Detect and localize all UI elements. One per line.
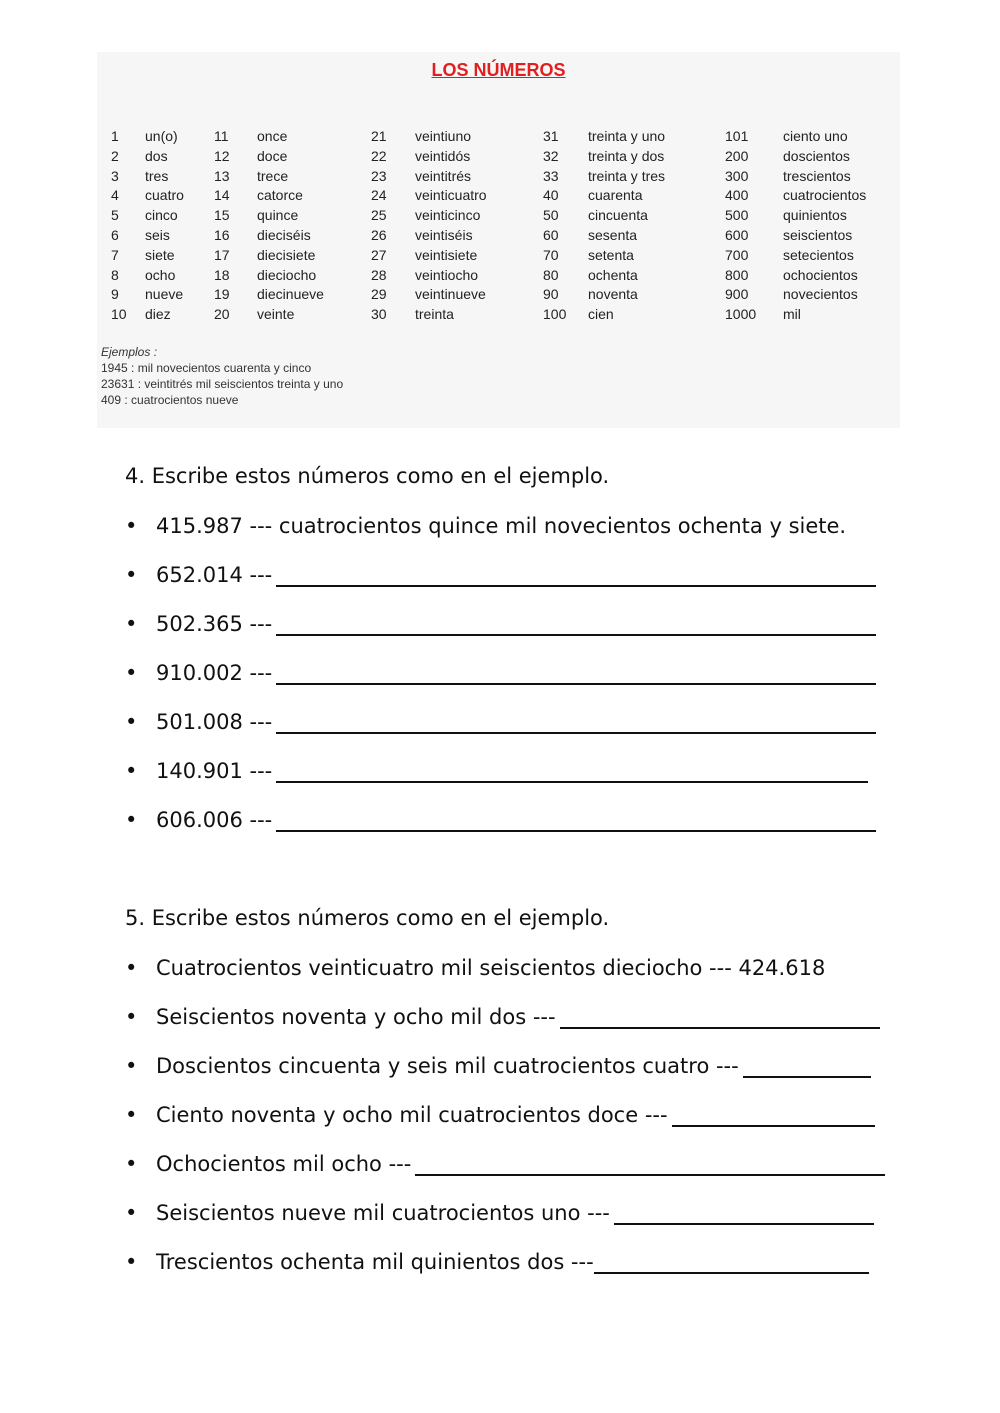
item-text: Seiscientos nueve mil cuatrocientos uno --- (156, 1201, 610, 1225)
answer-line[interactable] (415, 1152, 885, 1176)
number-entry: 6 seis (111, 226, 170, 243)
example-line: 23631 : veintitrés mil seiscientos treinta y uno (101, 377, 344, 391)
bullet: • (125, 1250, 138, 1274)
item-text: 652.014 --- (156, 563, 273, 587)
number-entry: 2 dos (111, 147, 168, 164)
number-entry: 21 veintiuno (371, 128, 472, 144)
table-title: LOS NÚMEROS (431, 60, 566, 80)
number-entry: 500 quinientos (725, 207, 847, 224)
numbers-reference-table (97, 52, 900, 428)
number-entry: 28 veintiocho (371, 266, 479, 283)
exercise-4-item (125, 612, 876, 636)
number-entry: 700 setecientos (725, 246, 854, 263)
number-entry: 90 noventa (543, 286, 638, 303)
bullet: • (125, 612, 138, 636)
exercise-4-item (125, 514, 846, 538)
item-text: 140.901 --- (156, 759, 273, 783)
example-line: 1945 : mil novecientos cuarenta y cinco (101, 361, 312, 375)
exercise-4-item (125, 661, 876, 685)
number-entry: 100 cien (543, 306, 614, 323)
answer-line[interactable] (560, 1005, 880, 1029)
number-entry: 12 doce (214, 147, 288, 164)
bullet: • (125, 1103, 138, 1127)
exercise-5-item (125, 1005, 880, 1029)
exercise-5-item (125, 956, 825, 980)
number-entry: 23 veintitrés (371, 167, 472, 184)
examples-block (101, 344, 343, 408)
numbers-column-5 (725, 128, 866, 326)
answer-line[interactable] (276, 710, 876, 734)
number-entry: 40 cuarenta (543, 187, 643, 204)
number-entry: 900 novecientos (725, 286, 858, 303)
item-text: Ochocientos mil ocho --- (156, 1152, 412, 1176)
example-line: 409 : cuatrocientos nueve (101, 393, 239, 407)
bullet: • (125, 1152, 138, 1176)
number-entry: 4 cuatro (111, 187, 184, 204)
number-entry: 5 cinco (111, 207, 178, 224)
item-text: 501.008 --- (156, 710, 273, 734)
exercise-5-item (125, 1103, 875, 1127)
number-entry: 300 trescientos (725, 167, 851, 184)
number-entry: 11 once (214, 128, 288, 144)
exercise-5-item (125, 1201, 874, 1225)
examples-title: Ejemplos : (101, 345, 158, 359)
number-entry: 13 trece (214, 167, 289, 184)
exercise-5-item (125, 1054, 871, 1078)
number-entry: 17 diecisiete (214, 246, 316, 263)
exercise-4-item (125, 710, 876, 734)
exercise-4-heading: 4. Escribe estos números como en el ejemplo. (125, 464, 610, 488)
exercise-4-item (125, 563, 876, 587)
number-entry: 10 diez (111, 306, 171, 323)
number-entry: 1 un(o) (111, 128, 178, 144)
number-entry: 22 veintidós (371, 147, 471, 164)
numbers-column-1 (111, 128, 184, 326)
bullet: • (125, 1054, 138, 1078)
answer-line[interactable] (594, 1250, 869, 1274)
answer-line[interactable] (276, 808, 876, 832)
bullet: • (125, 759, 138, 783)
number-entry: 9 nueve (111, 286, 184, 303)
numbers-column-2 (214, 128, 324, 326)
bullet: • (125, 956, 138, 980)
exercise-5-item (125, 1152, 885, 1176)
item-text: Ciento noventa y ocho mil cuatrocientos doce --- (156, 1103, 668, 1127)
item-text: Trescientos ochenta mil quinientos dos --- (156, 1250, 594, 1274)
item-text: 910.002 --- (156, 661, 273, 685)
number-entry: 7 siete (111, 246, 175, 263)
number-entry: 24 veinticuatro (371, 187, 487, 204)
answer-line[interactable] (614, 1201, 874, 1225)
number-entry: 32 treinta y dos (543, 147, 665, 164)
answer-line[interactable] (276, 759, 868, 783)
number-entry: 200 doscientos (725, 147, 850, 164)
bullet: • (125, 710, 138, 734)
number-entry: 19 diecinueve (214, 286, 324, 303)
answer-line[interactable] (276, 661, 876, 685)
bullet: • (125, 661, 138, 685)
item-text: Doscientos cincuenta y seis mil cuatrocientos cuatro --- (156, 1054, 739, 1078)
number-entry: 29 veintinueve (371, 286, 486, 303)
exercise-4-item (125, 808, 876, 832)
number-entry: 25 veinticinco (371, 207, 481, 224)
exercise-5-heading: 5. Escribe estos números como en el ejemplo. (125, 906, 610, 930)
number-entry: 800 ochocientos (725, 266, 858, 283)
number-entry: 14 catorce (214, 187, 303, 204)
answer-line[interactable] (276, 612, 876, 636)
item-text: Seiscientos noventa y ocho mil dos --- (156, 1005, 556, 1029)
number-entry: 33 treinta y tres (543, 167, 666, 184)
numbers-column-3 (371, 128, 487, 326)
answer-line[interactable] (276, 563, 876, 587)
number-entry: 101 ciento uno (725, 128, 848, 144)
answer-line[interactable] (672, 1103, 875, 1127)
number-entry: 30 treinta (371, 306, 454, 323)
bullet: • (125, 1005, 138, 1029)
number-entry: 1000 mil (725, 306, 801, 323)
exercise-4-item (125, 759, 868, 783)
number-entry: 50 cincuenta (543, 207, 648, 224)
number-entry: 70 setenta (543, 246, 634, 263)
bullet: • (125, 514, 138, 538)
bullet: • (125, 563, 138, 587)
bullet: • (125, 808, 138, 832)
item-text: 415.987 --- cuatrocientos quince mil novecientos ochenta y siete. (156, 514, 847, 538)
number-entry: 8 ocho (111, 266, 176, 283)
exercise-5-item (125, 1250, 869, 1274)
number-entry: 600 seiscientos (725, 226, 853, 243)
number-entry: 80 ochenta (543, 266, 638, 283)
item-text: 502.365 --- (156, 612, 273, 636)
number-entry: 60 sesenta (543, 226, 638, 243)
item-text: 606.006 --- (156, 808, 273, 832)
number-entry: 3 tres (111, 167, 169, 184)
numbers-column-4 (543, 128, 665, 326)
number-entry: 27 veintisiete (371, 246, 478, 263)
number-entry: 15 quince (214, 207, 299, 224)
number-entry: 31 treinta y uno (543, 128, 666, 144)
number-entry: 18 dieciocho (214, 266, 317, 283)
number-entry: 16 dieciséis (214, 226, 311, 243)
number-entry: 20 veinte (214, 306, 295, 323)
bullet: • (125, 1201, 138, 1225)
answer-line[interactable] (743, 1054, 871, 1078)
number-entry: 400 cuatrocientos (725, 187, 867, 204)
item-text: Cuatrocientos veinticuatro mil seiscientos dieciocho --- 424.618 (156, 956, 826, 980)
number-entry: 26 veintiséis (371, 226, 473, 243)
